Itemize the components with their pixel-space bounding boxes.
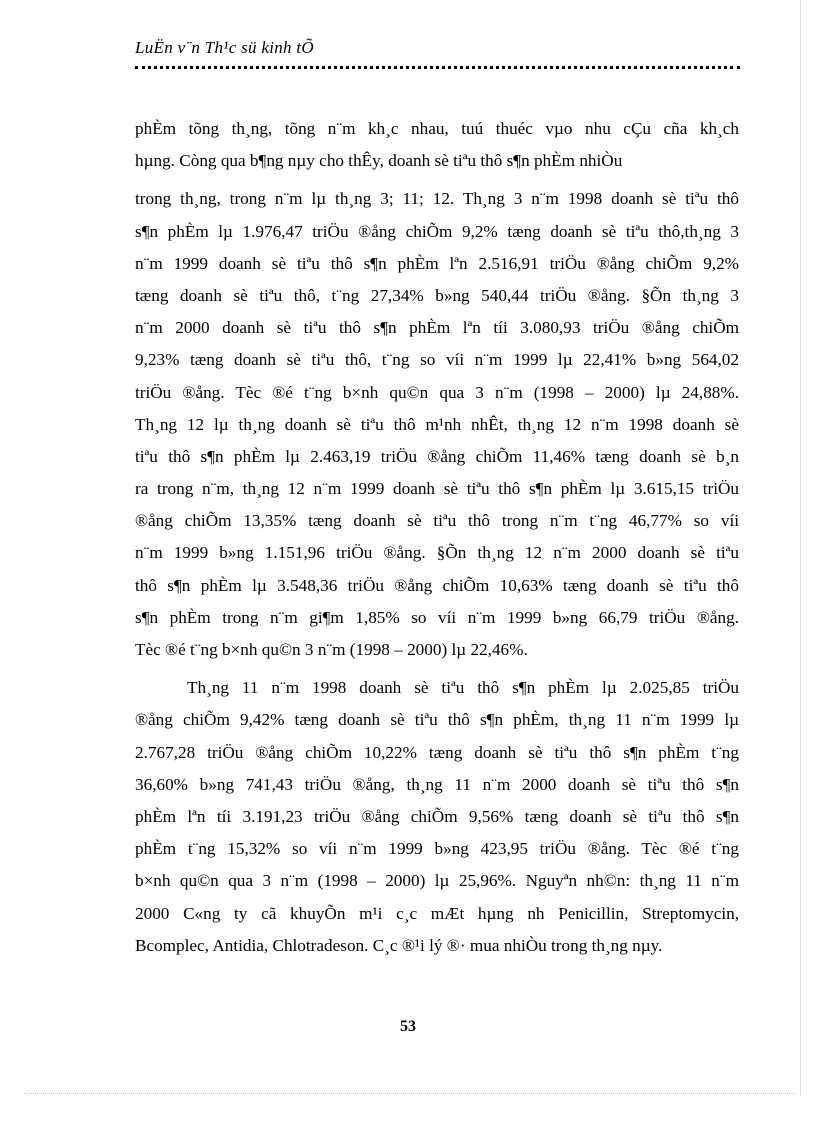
header-dotted-rule xyxy=(135,66,740,69)
page-number: 53 xyxy=(400,1018,416,1035)
page-right-border xyxy=(800,0,801,1095)
text-line: tiªu thô s¶n phÈm lµ 2.463,19 triÖu ®ång chiÕm 11,46% tæng doanh sè b¸n xyxy=(135,446,739,466)
text-line: 36,60% b»ng 741,43 triÖu ®ång, th¸ng 11 n¨m 2000 doanh sè tiªu thô s¶n xyxy=(135,774,739,794)
text-line: s¶n phÈm lµ 1.976,47 triÖu ®ång chiÕm 9,2% tæng doanh sè tiªu thô,th¸ng 3 xyxy=(135,221,739,241)
text-line: hµng. Còng qua b¶ng nµy cho thÊy, doanh sè tiªu thô s¶n phÈm nhiÒu xyxy=(135,151,623,171)
text-line: tæng doanh sè tiªu thô, t¨ng 27,34% b»ng 540,44 triÖu ®ång. §Õn th¸ng 3 xyxy=(135,285,739,305)
text-line: Th¸ng 11 n¨m 1998 doanh sè tiªu thô s¶n phÈm lµ 2.025,85 triÖu xyxy=(187,678,739,698)
text-line: n¨m 2000 doanh sè tiªu thô s¶n phÈm lªn tíi 3.080,93 triÖu ®ång chiÕm xyxy=(135,318,739,338)
text-line: triÖu ®ång. Tèc ®é t¨ng b×nh qu©n qua 3 n¨m (1998 – 2000) lµ 24,88%. xyxy=(135,382,739,402)
text-line: b×nh qu©n qua 3 n¨m (1998 – 2000) lµ 25,96%. Nguyªn nh©n: th¸ng 11 n¨m xyxy=(135,871,739,891)
text-line: phÈm tõng th¸ng, tõng n¨m kh¸c nhau, tuú thuéc vµo nhu cÇu cña kh¸ch xyxy=(135,119,739,138)
text-line: s¶n phÈm trong n¨m gi¶m 1,85% so víi n¨m 1999 b»ng 66,79 triÖu ®ång. xyxy=(135,607,739,627)
page-bottom-border xyxy=(24,1093,796,1094)
paragraph-monthly-sales xyxy=(135,183,739,666)
running-header: LuËn v¨n Th¹c sü kinh tÕ xyxy=(135,38,314,57)
text-line: Th¸ng 12 lµ th¸ng doanh sè tiªu thô m¹nh nhÊt, th¸ng 12 n¨m 1998 doanh sè xyxy=(135,414,739,434)
text-line: 9,23% tæng doanh sè tiªu thô, t¨ng so víi n¨m 1999 lµ 22,41% b»ng 564,02 xyxy=(135,350,739,370)
text-line: 2000 C«ng ty cã khuyÕn m¹i c¸c mÆt hµng nh Penicillin, Streptomycin, xyxy=(135,903,739,923)
text-line: 2.767,28 triÖu ®ång chiÕm 10,22% tæng doanh sè tiªu thô s¶n phÈm t¨ng xyxy=(135,742,739,762)
text-line: ®ång chiÕm 13,35% tæng doanh sè tiªu thô trong n¨m t¨ng 46,77% so víi xyxy=(135,511,739,531)
text-line: trong th¸ng, trong n¨m lµ th¸ng 3; 11; 12. Th¸ng 3 n¨m 1998 doanh sè tiªu thô xyxy=(135,189,739,209)
text-line: phÈm t¨ng 15,32% so víi n¨m 1999 b»ng 423,95 triÖu ®ång. Tèc ®é t¨ng xyxy=(135,839,739,859)
text-line: n¨m 1999 b»ng 1.151,96 triÖu ®ång. §Õn th¸ng 12 n¨m 2000 doanh sè tiªu xyxy=(135,543,739,563)
text-line: Bcomplec, Antidia, Chlotradeson. C¸c ®¹i lý ®· mua nhiÒu trong th¸ng nµy. xyxy=(135,935,663,955)
text-line: n¨m 1999 doanh sè tiªu thô s¶n phÈm lªn 2.516,91 triÖu ®ång chiÕm 9,2% xyxy=(135,253,739,273)
paragraph-november-sales xyxy=(135,672,739,962)
text-line: ®ång chiÕm 9,42% tæng doanh sè tiªu thô s¶n phÈm, th¸ng 11 n¨m 1999 lµ xyxy=(135,710,739,730)
text-line: phÈm lªn tíi 3.191,23 triÖu ®ång chiÕm 9,56% tæng doanh sè tiªu thô s¶n xyxy=(135,806,739,826)
text-line: Tèc ®é t¨ng b×nh qu©n 3 n¨m (1998 – 2000) lµ 22,46%. xyxy=(135,640,528,659)
text-line: thô s¶n phÈm lµ 3.548,36 triÖu ®ång chiÕm 10,63% tæng doanh sè tiªu thô xyxy=(135,575,739,595)
document-body xyxy=(135,113,739,962)
text-line: ra trong n¨m, th¸ng 12 n¨m 1999 doanh sè tiªu thô s¶n phÈm lµ 3.615,15 triÖu xyxy=(135,479,739,499)
paragraph-continuation xyxy=(135,113,739,177)
